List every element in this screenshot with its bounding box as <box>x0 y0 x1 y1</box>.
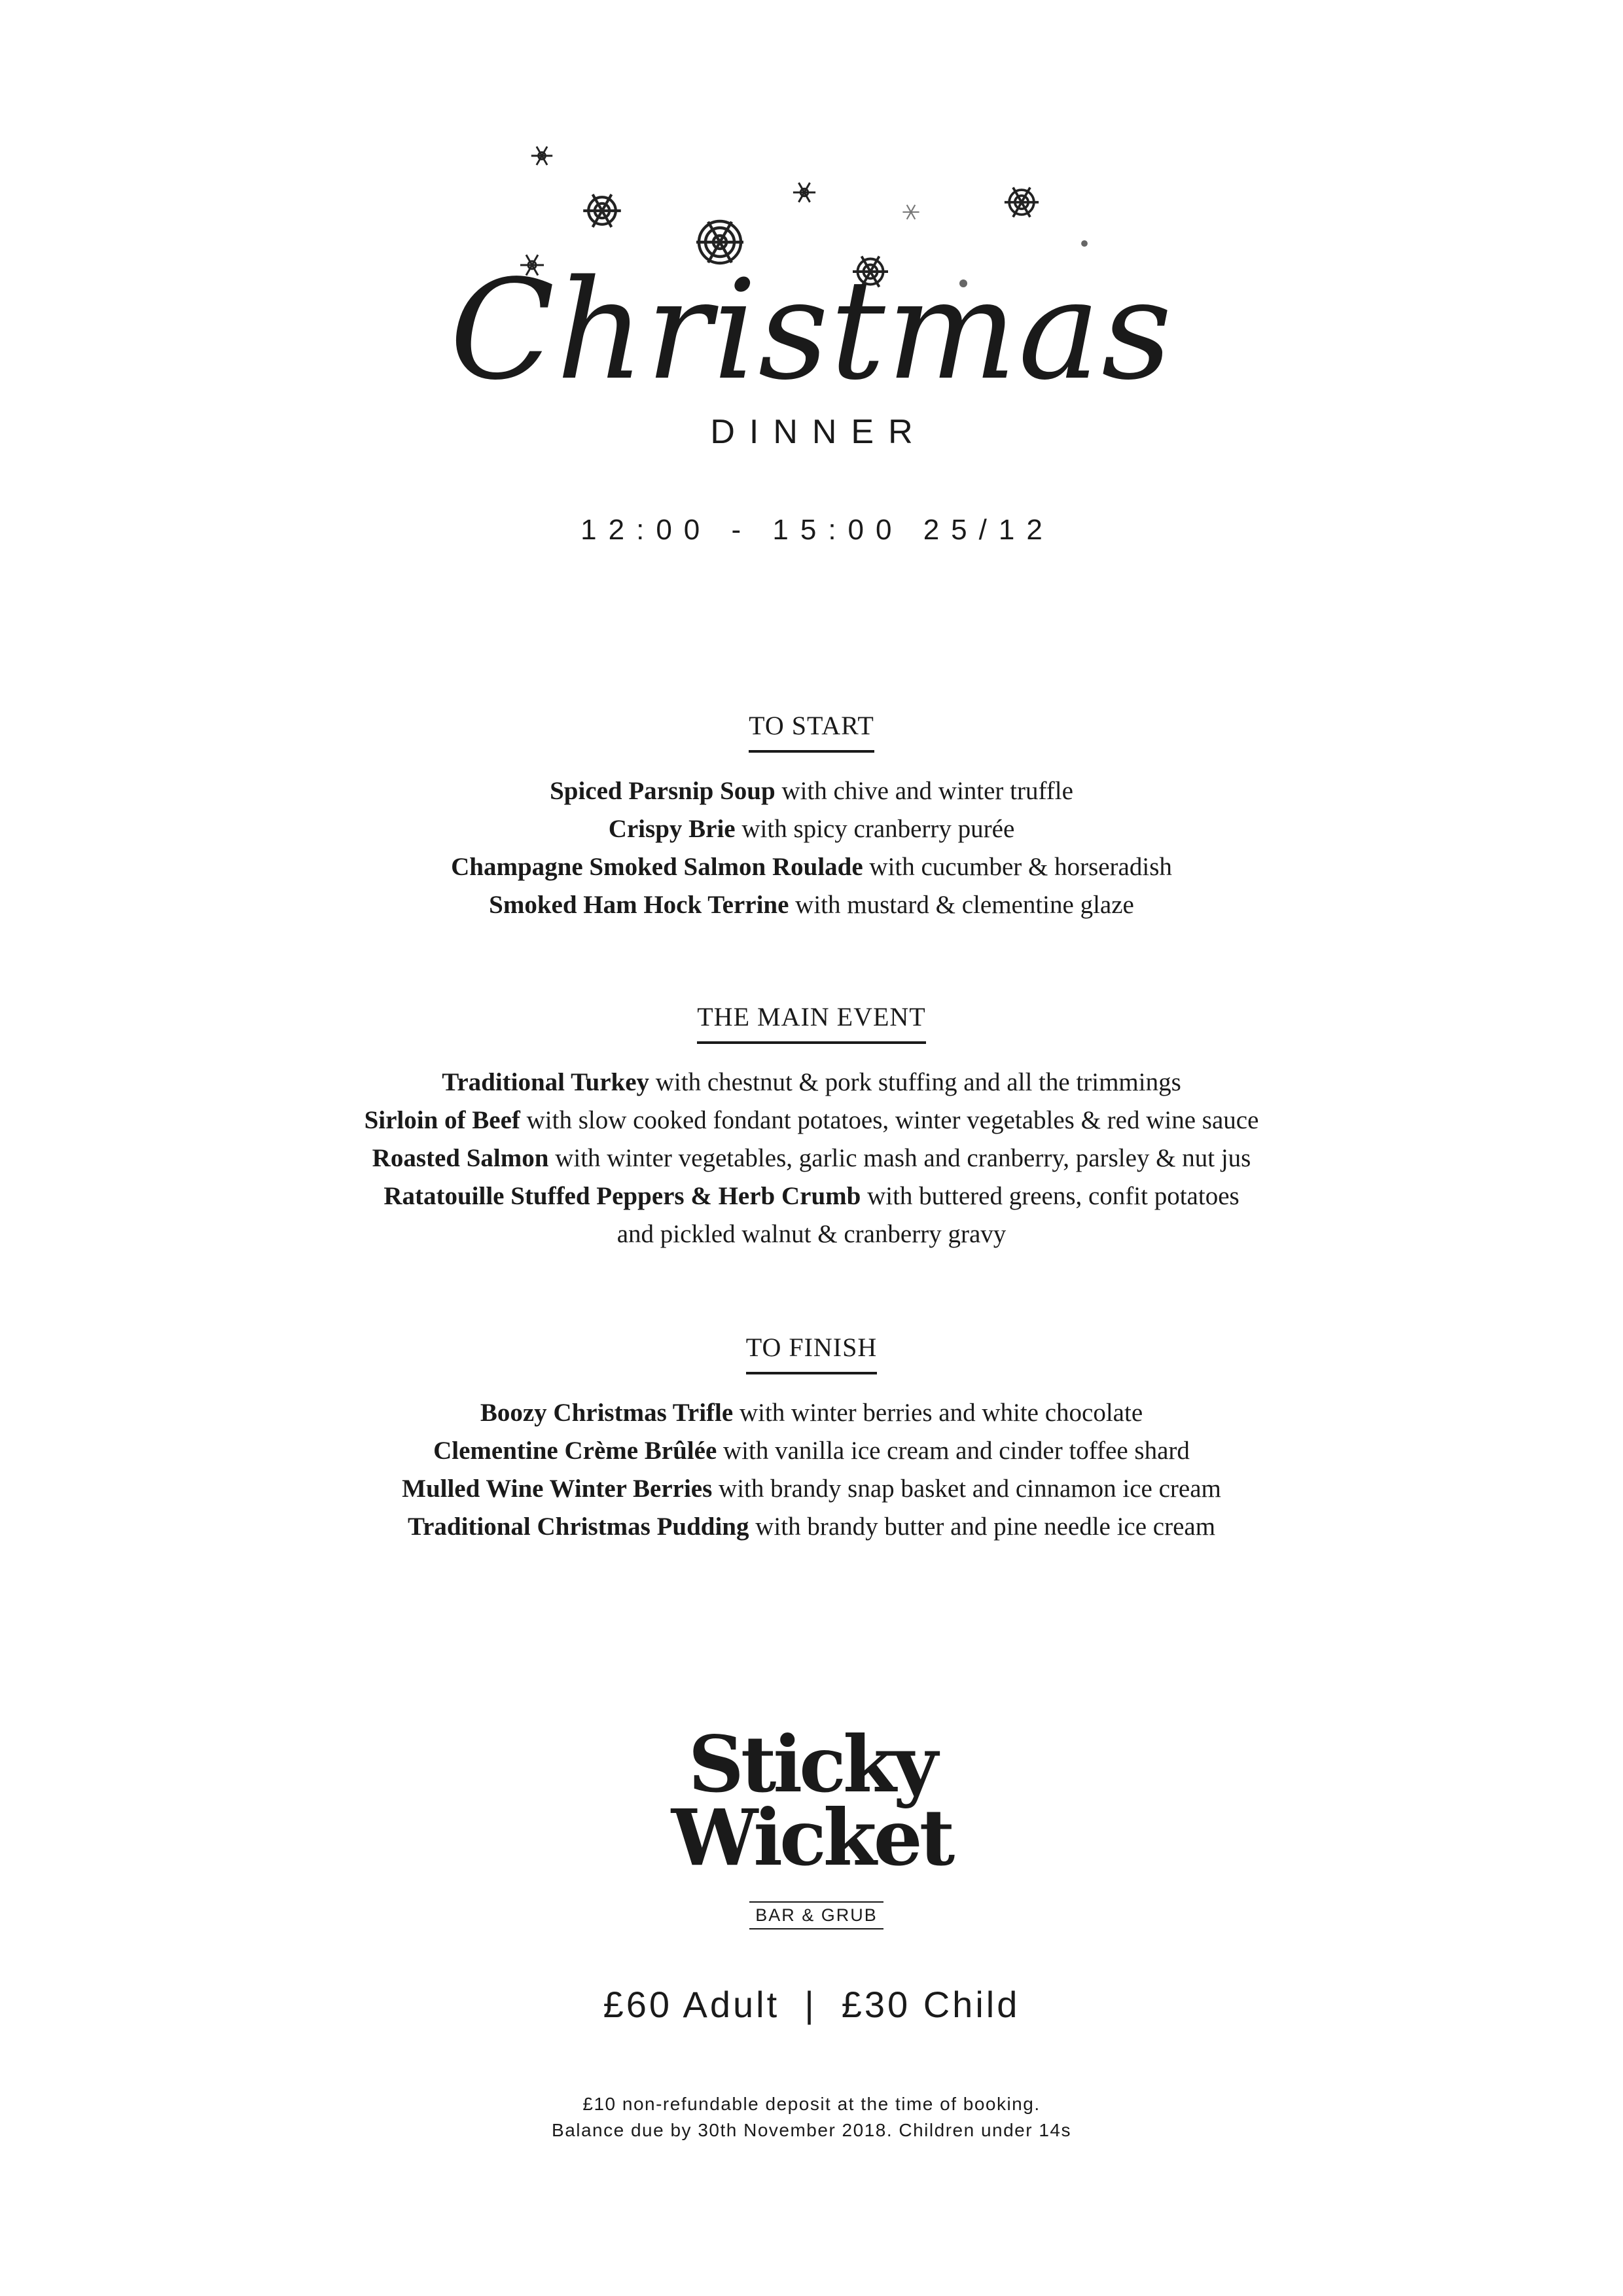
dish-name: Smoked Ham Hock Terrine <box>489 891 789 919</box>
section-heading: TO START <box>749 710 874 753</box>
section-heading: TO FINISH <box>746 1332 878 1374</box>
dish-description: with chive and winter truffle <box>775 777 1073 805</box>
menu-item <box>0 1470 1623 1508</box>
dish-description: and pickled walnut & cranberry gravy <box>616 1220 1007 1248</box>
terms-line-2: Balance due by 30th November 2018. Children under 14s <box>552 2120 1071 2140</box>
dish-name: Clementine Crème Brûlée <box>433 1437 717 1465</box>
dish-name: Boozy Christmas Trifle <box>480 1399 734 1427</box>
menu-item <box>0 1508 1623 1546</box>
section-main-event <box>0 1001 1623 1253</box>
dish-description: with cucumber & horseradish <box>863 853 1172 881</box>
menu-item <box>0 1064 1623 1102</box>
child-price: £30 Child <box>841 1984 1020 2025</box>
dish-name: Crispy Brie <box>608 815 736 843</box>
dish-name: Spiced Parsnip Soup <box>550 777 776 805</box>
dish-description: with winter vegetables, garlic mash and cranberry, parsley & nut jus <box>548 1144 1251 1172</box>
dish-description: with slow cooked fondant potatoes, winter vegetables & red wine sauce <box>520 1106 1259 1134</box>
snowflake-icon <box>792 180 817 205</box>
menu-item <box>0 1102 1623 1139</box>
dish-name: Mulled Wine Winter Berries <box>402 1475 713 1503</box>
dish-name: Ratatouille Stuffed Peppers & Herb Crumb <box>383 1182 861 1210</box>
terms-line-1: £10 non-refundable deposit at the time of booking. <box>582 2094 1041 2114</box>
menu-item <box>0 1139 1623 1177</box>
snowflake-icon <box>581 190 623 232</box>
dish-description: with buttered greens, confit potatoes <box>861 1182 1240 1210</box>
dish-description: with vanilla ice cream and cinder toffee shard <box>717 1437 1190 1465</box>
menu-item <box>0 848 1623 886</box>
menu-item <box>0 810 1623 848</box>
page-title: Christmas <box>450 250 1173 410</box>
snowflake-icon <box>1080 239 1089 248</box>
logo-line-2: Wicket <box>671 1792 952 1883</box>
dish-name: Champagne Smoked Salmon Roulade <box>451 853 863 881</box>
event-datetime: 12:00 - 15:00 25/12 <box>580 514 1054 546</box>
snowflake-icon <box>1003 183 1041 221</box>
logo-line-1: Sticky <box>688 1719 935 1810</box>
menu-item <box>0 772 1623 810</box>
section-to-finish <box>0 1332 1623 1546</box>
menu-item <box>0 1177 1623 1215</box>
menu-item-continuation <box>0 1215 1623 1253</box>
section-to-start <box>0 710 1623 924</box>
pricing <box>0 1983 1623 2026</box>
booking-terms <box>0 2091 1623 2144</box>
dish-description: with spicy cranberry purée <box>735 815 1015 843</box>
snowflake-icon <box>902 203 920 221</box>
adult-price: £60 Adult <box>603 1984 780 2025</box>
dish-name: Roasted Salmon <box>372 1144 549 1172</box>
page-subtitle: DINNER <box>710 413 927 451</box>
dish-description: with winter berries and white chocolate <box>733 1399 1143 1427</box>
logo-tagline: BAR & GRUB <box>749 1901 883 1929</box>
menu-item <box>0 886 1623 924</box>
dish-name: Sirloin of Beef <box>364 1106 520 1134</box>
brand-logo <box>0 1719 1623 1883</box>
dish-description: with chestnut & pork stuffing and all the trimmings <box>649 1068 1181 1096</box>
dish-name: Traditional Turkey <box>442 1068 649 1096</box>
menu-item <box>0 1432 1623 1470</box>
snowflake-icon <box>530 144 554 168</box>
menu-item <box>0 1394 1623 1432</box>
section-heading: THE MAIN EVENT <box>697 1001 926 1044</box>
dish-description: with brandy butter and pine needle ice cream <box>749 1513 1216 1541</box>
price-separator: | <box>804 1984 817 2025</box>
dish-description: with mustard & clementine glaze <box>789 891 1134 919</box>
dish-name: Traditional Christmas Pudding <box>407 1513 749 1541</box>
dish-description: with brandy snap basket and cinnamon ice cream <box>712 1475 1221 1503</box>
